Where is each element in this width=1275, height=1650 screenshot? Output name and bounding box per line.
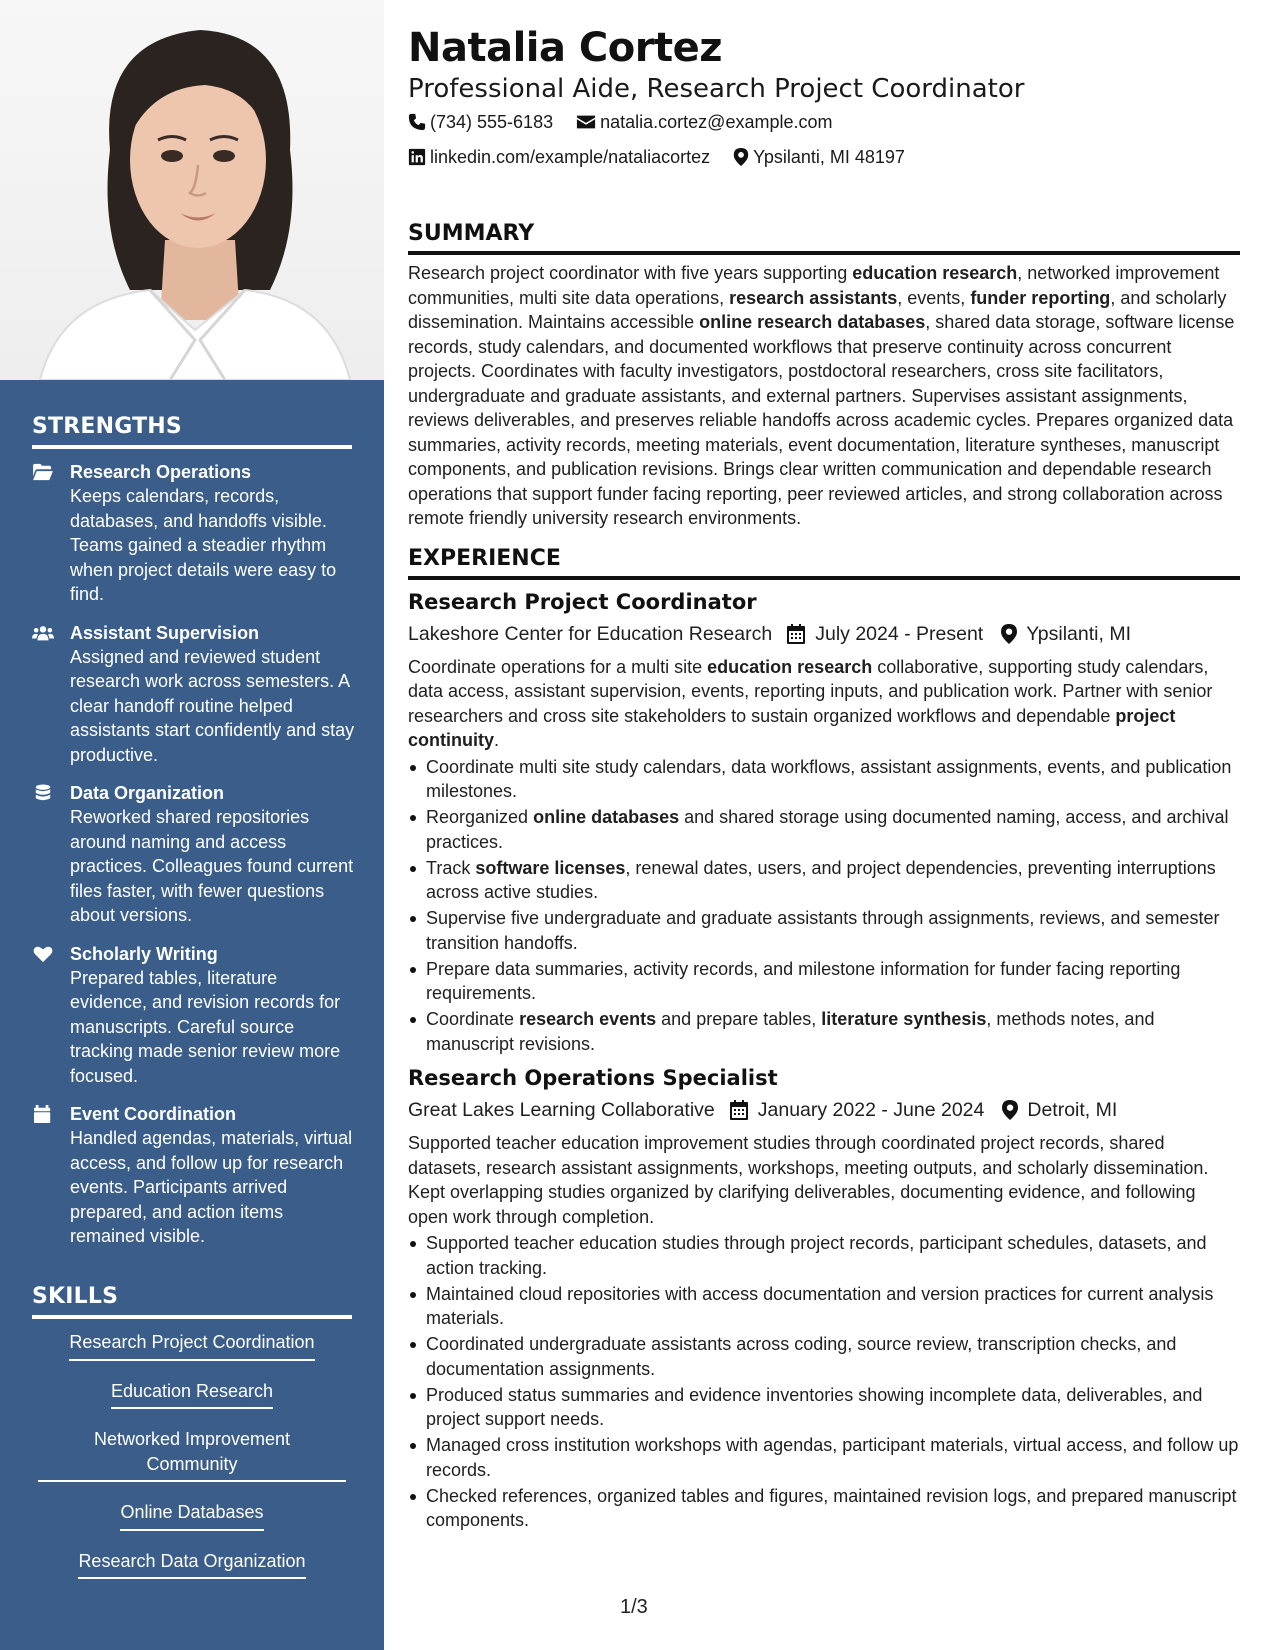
job-organization: Great Lakes Learning Collaborative bbox=[408, 1099, 715, 1121]
map-pin-icon bbox=[1001, 624, 1017, 644]
strength-title: Data Organization bbox=[70, 783, 225, 803]
job-bullets bbox=[408, 755, 1240, 1057]
job-meta bbox=[408, 619, 1240, 649]
profile-photo bbox=[0, 0, 384, 380]
strength-title: Research Operations bbox=[70, 462, 252, 482]
strength-title: Event Coordination bbox=[70, 1104, 236, 1124]
bullet-item: Produced status summaries and evidence inventories showing incomplete data, deliverables, and project support needs. bbox=[408, 1383, 1240, 1432]
contact-info bbox=[408, 106, 1240, 176]
bullet-item: Reorganized online databases and shared storage using documented naming, access, and archival practices. bbox=[408, 805, 1240, 854]
linkedin-contact[interactable] bbox=[408, 141, 710, 173]
job-title: Research Project Coordinator bbox=[408, 589, 757, 614]
bullet-item: Supervise five undergraduate and graduate assistants through assignments, reviews, and semester transition handoffs. bbox=[408, 906, 1240, 955]
main-content bbox=[408, 22, 1240, 1534]
profile-photo-illustration bbox=[0, 0, 384, 380]
strength-item bbox=[32, 781, 357, 928]
bullet-item: Track software licenses, renewal dates, users, and project dependencies, preventing interruptions across active studies. bbox=[408, 856, 1240, 905]
job-location: Detroit, MI bbox=[1027, 1099, 1118, 1121]
skills-list bbox=[32, 1330, 352, 1597]
bullet-item: Coordinate multi site study calendars, data workflows, assistant assignments, events, and publication milestones. bbox=[408, 755, 1240, 804]
job-entry bbox=[408, 1064, 1240, 1533]
bullet-item: Prepare data summaries, activity records, and milestone information for funder facing reporting requirements. bbox=[408, 957, 1240, 1006]
skill-label: Education Research bbox=[111, 1379, 273, 1410]
skill-item bbox=[32, 1330, 352, 1361]
job-organization: Lakeshore Center for Education Research bbox=[408, 622, 773, 645]
linkedin-url: linkedin.com/example/nataliacortez bbox=[430, 147, 711, 167]
phone-icon bbox=[408, 113, 426, 131]
job-entry bbox=[408, 588, 1240, 1057]
strength-description: Reworked shared repositories around naming and access practices. Colleagues found current files faster, with fewer questions about versions. bbox=[70, 807, 354, 925]
job-description: Coordinate operations for a multi site education research collaborative, supporting study calendars, data access, assistant supervision, events, reporting inputs, and publication work. Partner with senior researchers and cross site stakeholders to sustain organized workflows and dependable project continuity. bbox=[408, 656, 1213, 750]
experience-heading: EXPERIENCE bbox=[408, 545, 1240, 580]
bullet-item: Coordinated undergraduate assistants across coding, source review, transcription checks, and documentation assignments. bbox=[408, 1332, 1240, 1381]
skill-item bbox=[32, 1427, 352, 1482]
strengths-list bbox=[32, 460, 357, 1263]
location-text: Ypsilanti, MI 48197 bbox=[753, 147, 905, 167]
job-dates: January 2022 - June 2024 bbox=[757, 1099, 985, 1121]
job-location: Ypsilanti, MI bbox=[1026, 622, 1131, 645]
bullet-item: Coordinate research events and prepare tables, literature synthesis, methods notes, and manuscript revisions. bbox=[408, 1007, 1240, 1056]
strength-item bbox=[32, 1102, 357, 1249]
users-icon bbox=[32, 621, 70, 768]
bullet-item: Supported teacher education studies through project records, participant schedules, datasets, and action tracking. bbox=[408, 1231, 1240, 1280]
summary-paragraph: Research project coordinator with five years supporting education research, networked improvement communities, multi site data operations, research assistants, events, funder reporting, and scholarly dissemination. Maintains accessible online research databases, shared data storage, software license records, study calendars, and documented workflows that preserve continuity across concurrent projects. Coordinates with faculty investigators, postdoctoral researchers, cross site facilitators, undergraduate and graduate assistants, and external partners. Supervises assistant assignments, reviews deliverables, and preserves reliable handoffs across academic cycles. Prepares organized data summaries, activity records, meeting materials, event documentation, literature syntheses, manuscript components, and publication revisions. Brings clear written communication and dependable research operations that support funder facing reporting, peer reviewed articles, and strong collaboration across remote friendly university research environments. bbox=[408, 263, 1235, 528]
candidate-name: Natalia Cortez bbox=[408, 25, 723, 71]
job-bullets bbox=[408, 1231, 1240, 1533]
calendar-icon bbox=[32, 1102, 70, 1249]
strength-description: Handled agendas, materials, virtual access, and follow up for research events. Participants arrived prepared, and action items remained visible. bbox=[70, 1128, 353, 1246]
strength-item bbox=[32, 460, 357, 607]
skill-label: Research Data Organization bbox=[78, 1549, 305, 1580]
map-pin-icon bbox=[1002, 1100, 1018, 1120]
skill-label: Online Databases bbox=[120, 1500, 263, 1531]
strength-description: Keeps calendars, records, databases, and handoffs visible. Teams gained a steadier rhythm when project details were easy to find. bbox=[70, 486, 337, 604]
calendar-icon bbox=[786, 624, 806, 644]
heart-icon bbox=[32, 942, 70, 1089]
phone-number: (734) 555-6183 bbox=[430, 112, 554, 132]
email-contact[interactable] bbox=[576, 106, 832, 138]
location-contact bbox=[733, 141, 905, 173]
phone-contact[interactable] bbox=[408, 106, 553, 138]
job-description: Supported teacher education improvement studies through coordinated project records, shared datasets, research assistant assignments, workshops, meeting outputs, and scholarly dissemination. Kept overlapping studies organized by clarifying deliverables, documenting evidence, and following open work through completion. bbox=[408, 1133, 1209, 1227]
strength-description: Prepared tables, literature evidence, and revision records for manuscripts. Careful source tracking made senior review more focused. bbox=[70, 967, 341, 1086]
job-dates: July 2024 - Present bbox=[815, 622, 984, 645]
skills-heading: SKILLS bbox=[32, 1284, 352, 1319]
strength-item bbox=[32, 621, 357, 768]
bullet-item: Managed cross institution workshops with agendas, participant materials, virtual access, and follow up records. bbox=[408, 1433, 1240, 1482]
strength-item bbox=[32, 942, 357, 1089]
skill-item bbox=[32, 1500, 352, 1531]
strength-title: Scholarly Writing bbox=[70, 943, 218, 964]
database-icon bbox=[32, 781, 70, 928]
bullet-item: Checked references, organized tables and figures, maintained revision logs, and prepared manuscript components. bbox=[408, 1484, 1240, 1533]
strengths-heading: STRENGTHS bbox=[32, 414, 352, 449]
candidate-title: Professional Aide, Research Project Coordinator bbox=[408, 74, 1025, 104]
skill-label: Networked Improvement Community bbox=[38, 1427, 346, 1482]
job-meta bbox=[408, 1095, 1240, 1125]
envelope-icon bbox=[576, 113, 596, 131]
linkedin-icon bbox=[408, 148, 426, 166]
page-number: 1/3 bbox=[620, 1596, 648, 1618]
sidebar bbox=[0, 0, 384, 1650]
summary-heading: SUMMARY bbox=[408, 220, 1240, 255]
folder-open-icon bbox=[32, 460, 70, 607]
skill-label: Research Project Coordination bbox=[69, 1330, 314, 1361]
skill-item bbox=[32, 1379, 352, 1410]
bullet-item: Maintained cloud repositories with access documentation and version practices for current analysis materials. bbox=[408, 1282, 1240, 1331]
email-address: natalia.cortez@example.com bbox=[600, 112, 833, 132]
calendar-icon bbox=[729, 1100, 749, 1120]
strength-title: Assistant Supervision bbox=[70, 622, 260, 643]
map-pin-icon bbox=[733, 148, 749, 166]
skill-item bbox=[32, 1549, 352, 1580]
job-title: Research Operations Specialist bbox=[408, 1066, 778, 1090]
strength-description: Assigned and reviewed student research work across semesters. A clear handoff routine helped assistants start confidently and stay productive. bbox=[70, 646, 355, 765]
